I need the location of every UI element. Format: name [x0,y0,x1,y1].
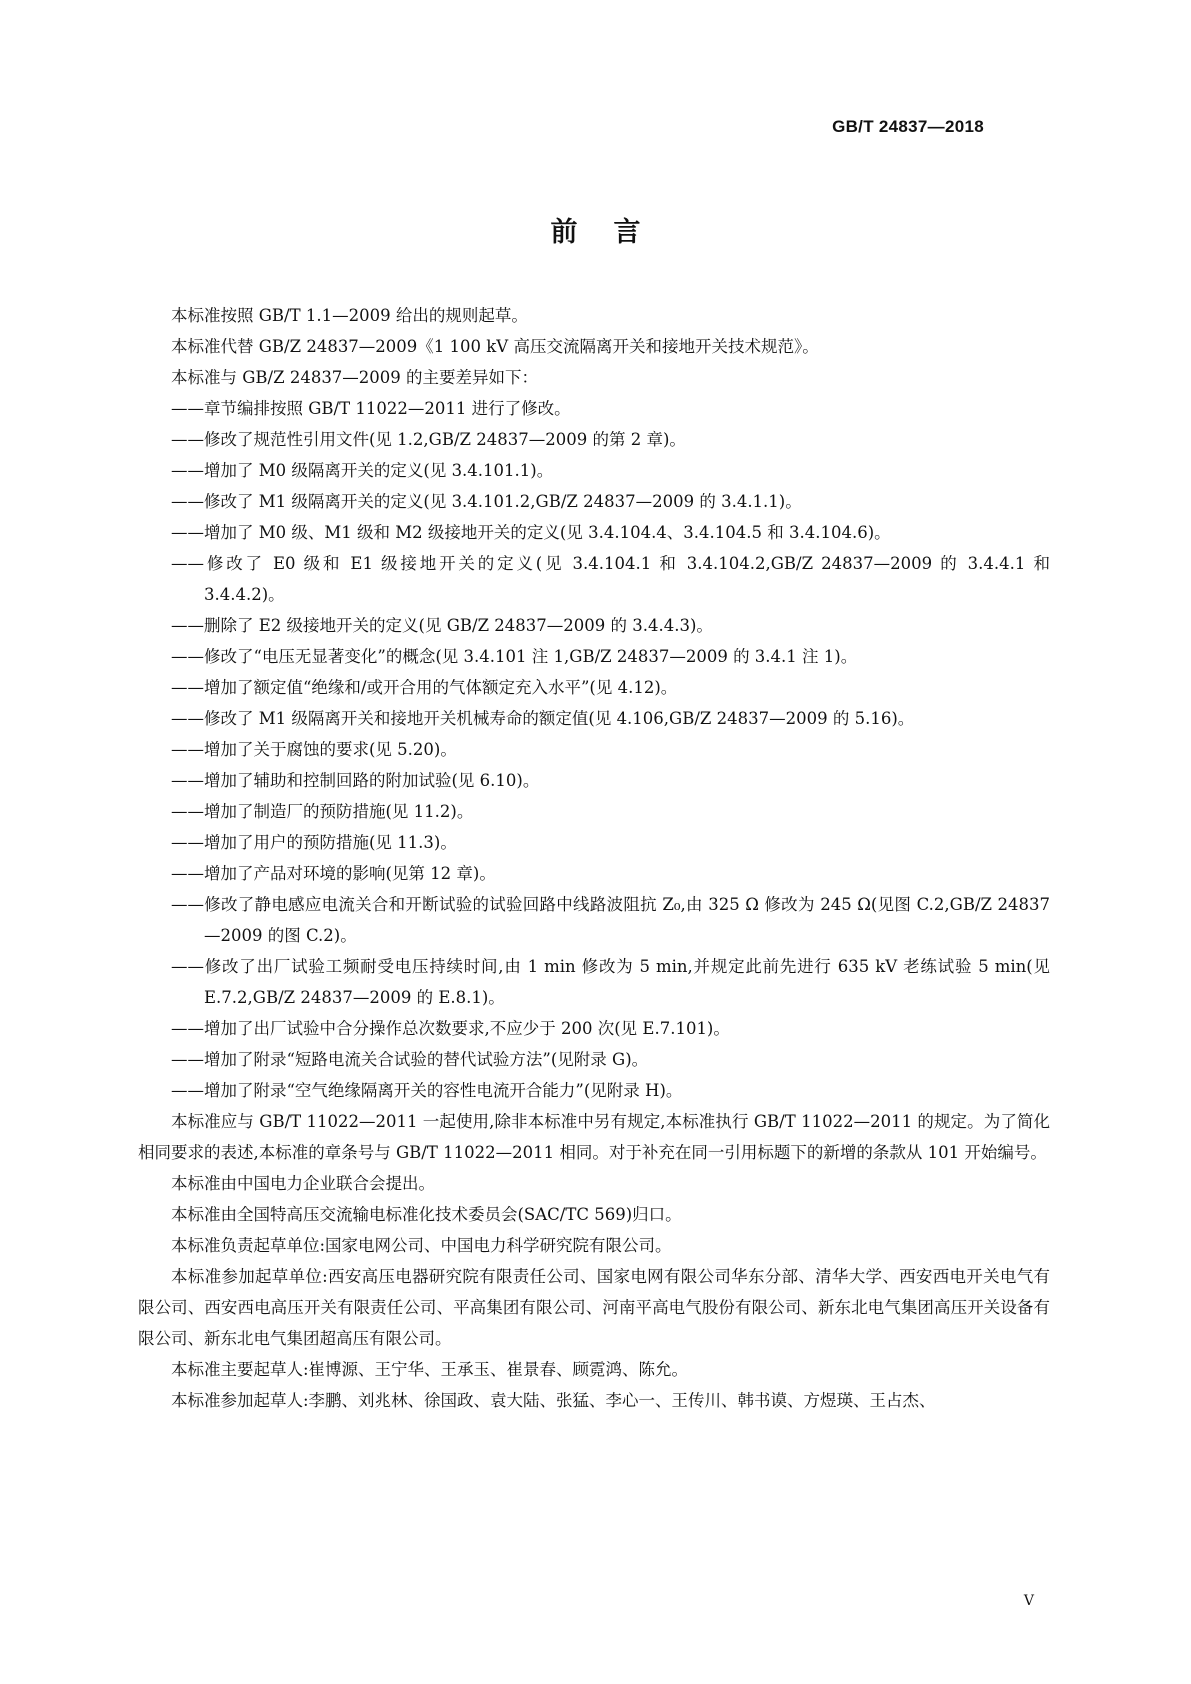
change-item: ——增加了辅助和控制回路的附加试验(见 6.10)。 [171,771,540,790]
change-item: ——增加了出厂试验中合分操作总次数要求,不应少于 200 次(见 E.7.101)。 [171,1019,730,1038]
standard-code: GB/T 24837—2018 [832,117,984,136]
paragraph: 本标准参加起草人:李鹏、刘兆林、徐国政、袁大陆、张猛、李心一、王传川、韩书谟、方煜瑛、王占杰、 [171,1391,936,1410]
change-item: ——增加了 M0 级、M1 级和 M2 级接地开关的定义(见 3.4.104.4、3.4.104.5 和 3.4.104.6)。 [171,523,891,542]
paragraph: 本标准主要起草人:崔博源、王宁华、王承玉、崔景春、顾霓鸿、陈允。 [171,1360,689,1379]
change-item: ——增加了额定值“绝缘和/或开合用的气体额定充入水平”(见 4.12)。 [171,678,678,697]
paragraph: 本标准负责起草单位:国家电网公司、中国电力科学研究院有限公司。 [171,1236,672,1255]
document-body [138,300,1050,1416]
change-item: ——增加了制造厂的预防措施(见 11.2)。 [171,802,474,821]
change-item: ——增加了产品对环境的影响(见第 12 章)。 [171,864,496,883]
change-item: ——修改了 E0 级和 E1 级接地开关的定义(见 3.4.104.1 和 3.4.104.2,GB/Z 24837—2009 的 3.4.4.1 和 3.4.4.2)。 [171,554,1050,604]
page-title: 前言 [550,217,677,248]
paragraph: 本标准由全国特高压交流输电标准化技术委员会(SAC/TC 569)归口。 [171,1205,682,1224]
paragraph: 本标准参加起草单位:西安高压电器研究院有限责任公司、国家电网有限公司华东分部、清华大学、西安西电开关电气有限公司、西安西电高压开关有限责任公司、平高集团有限公司、河南平高电气股份有限公司、新东北电气集团高压开关设备有限公司、新东北电气集团超高压有限公司。 [138,1267,1050,1348]
paragraph: 本标准按照 GB/T 1.1—2009 给出的规则起草。 [171,306,528,325]
change-item: ——增加了关于腐蚀的要求(见 5.20)。 [171,740,457,759]
change-item: ——修改了 M1 级隔离开关和接地开关机械寿命的额定值(见 4.106,GB/Z 24837—2009 的 5.16)。 [171,709,915,728]
change-item: ——修改了“电压无显著变化”的概念(见 3.4.101 注 1,GB/Z 24837—2009 的 3.4.1 注 1)。 [171,647,858,666]
paragraph: 本标准由中国电力企业联合会提出。 [171,1174,435,1193]
page-number: V [1023,1593,1034,1609]
paragraph: 本标准代替 GB/Z 24837—2009《1 100 kV 高压交流隔离开关和接地开关技术规范》。 [171,337,819,356]
change-item: ——增加了附录“短路电流关合试验的替代试验方法”(见附录 G)。 [171,1050,649,1069]
change-item: ——删除了 E2 级接地开关的定义(见 GB/Z 24837—2009 的 3.4.4.3)。 [171,616,713,635]
change-item: ——章节编排按照 GB/T 11022—2011 进行了修改。 [171,399,571,418]
change-item: ——增加了用户的预防措施(见 11.3)。 [171,833,457,852]
change-item: ——修改了规范性引用文件(见 1.2,GB/Z 24837—2009 的第 2 章)。 [171,430,686,449]
change-item: ——修改了静电感应电流关合和开断试验的试验回路中线路波阻抗 Z₀,由 325 Ω 修改为 245 Ω(见图 C.2,GB/Z 24837—2009 的图 C.2)。 [171,895,1050,945]
change-item: ——增加了附录“空气绝缘隔离开关的容性电流开合能力”(见附录 H)。 [171,1081,683,1100]
change-item: ——修改了出厂试验工频耐受电压持续时间,由 1 min 修改为 5 min,并规定此前先进行 635 kV 老练试验 5 min(见 E.7.2,GB/Z 24837—2009 的 E.8.1)。 [171,957,1050,1007]
paragraph: 本标准与 GB/Z 24837—2009 的主要差异如下： [171,368,539,387]
change-item: ——增加了 M0 级隔离开关的定义(见 3.4.101.1)。 [171,461,554,480]
change-item: ——修改了 M1 级隔离开关的定义(见 3.4.101.2,GB/Z 24837—2009 的 3.4.1.1)。 [171,492,802,511]
paragraph: 本标准应与 GB/T 11022—2011 一起使用,除非本标准中另有规定,本标准执行 GB/T 11022—2011 的规定。为了简化相同要求的表述,本标准的章条号与 GB/T 11022—2011 相同。对于补充在同一引用标题下的新增的条款从 101 开始编号。 [138,1112,1050,1162]
